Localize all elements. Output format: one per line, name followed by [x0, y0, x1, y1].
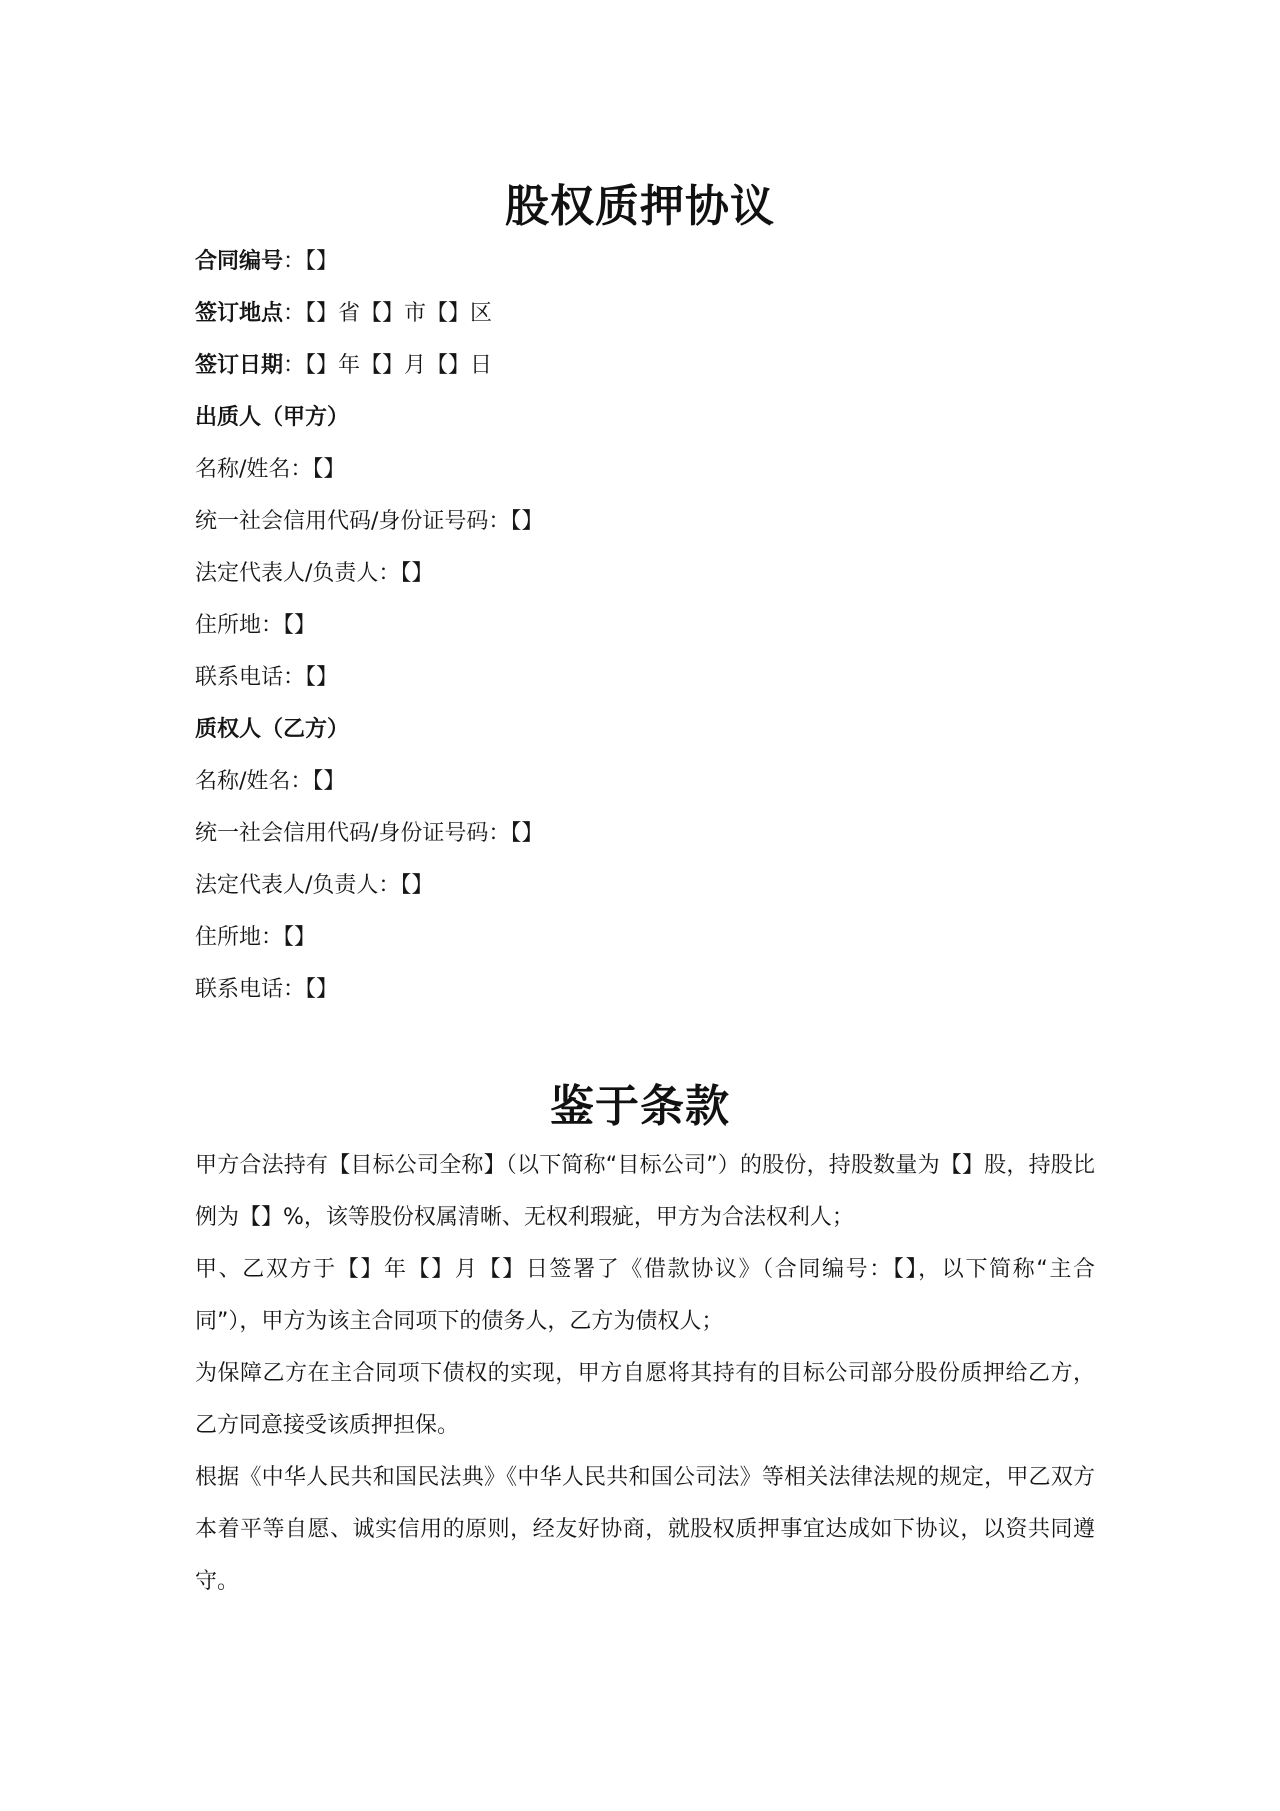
field-label: 法定代表人/负责人：	[195, 561, 401, 586]
field-value: 【】	[400, 561, 434, 586]
field-value: 【】	[283, 613, 317, 638]
pledgor-phone-field	[195, 663, 338, 693]
field-value: 【】	[510, 821, 544, 846]
field-value: 【】	[305, 665, 339, 690]
pledgee-heading: 质权人（乙方）	[195, 717, 350, 742]
pledgor-name-field	[195, 455, 345, 485]
field-label: 签订地点	[195, 301, 284, 326]
recital-paragraph: 根据《中华人民共和国民法典》《中华人民共和国公司法》等相关法律法规的规定，甲乙双方本着平等自愿、诚实信用的原则，经友好协商，就股权质押事宜达成如下协议，以资共同遵守。	[195, 1465, 1095, 1594]
pledgor-id-field	[195, 507, 543, 537]
pledgor-heading: 出质人（甲方）	[195, 405, 350, 430]
pledgee-name-field	[195, 767, 345, 797]
field-label: 名称/姓名：	[195, 457, 313, 482]
field-label: 联系电话：	[195, 977, 306, 1002]
signing-place-field	[195, 299, 492, 329]
signing-date-field	[195, 351, 492, 381]
field-value: 【】	[312, 769, 346, 794]
document-title: 股权质押协议	[505, 181, 775, 232]
pledgee-phone-field	[195, 975, 338, 1005]
field-separator: ：	[283, 249, 306, 274]
field-label: 统一社会信用代码/身份证号码：	[195, 509, 511, 534]
field-value: 【】省【】市【】区	[305, 301, 493, 326]
field-label: 住所地：	[195, 925, 284, 950]
field-label: 法定代表人/负责人：	[195, 873, 401, 898]
field-value: 【】	[305, 977, 339, 1002]
field-value: 【】	[312, 457, 346, 482]
field-separator: ：	[283, 353, 306, 378]
recitals-heading: 鉴于条款	[550, 1081, 730, 1132]
recital-paragraph: 甲方合法持有【目标公司全称】（以下简称“目标公司”）的股份，持股数量为【】股，持股比例为【】%，该等股份权属清晰、无权利瑕疵，甲方为合法权利人；	[195, 1153, 1095, 1230]
recitals-body	[195, 1140, 1095, 1608]
field-separator: ：	[283, 301, 306, 326]
contract-number-field	[195, 247, 338, 277]
field-label: 住所地：	[195, 613, 284, 638]
pledgor-address-field	[195, 611, 316, 641]
field-value: 【】	[510, 509, 544, 534]
field-value: 【】	[283, 925, 317, 950]
pledgee-address-field	[195, 923, 316, 953]
field-label: 统一社会信用代码/身份证号码：	[195, 821, 511, 846]
recital-paragraph: 为保障乙方在主合同项下债权的实现，甲方自愿将其持有的目标公司部分股份质押给乙方，乙方同意接受该质押担保。	[195, 1361, 1095, 1438]
field-label: 合同编号	[195, 249, 284, 274]
pledgee-representative-field	[195, 871, 433, 901]
field-value: 【】	[305, 249, 339, 274]
pledgor-representative-field	[195, 559, 433, 589]
recital-paragraph: 甲、乙双方于【】年【】月【】日签署了《借款协议》（合同编号：【】，以下简称“主合同”），甲方为该主合同项下的债务人，乙方为债权人；	[195, 1257, 1095, 1334]
field-value: 【】年【】月【】日	[305, 353, 493, 378]
pledgee-id-field	[195, 819, 543, 849]
field-label: 签订日期	[195, 353, 284, 378]
field-label: 名称/姓名：	[195, 769, 313, 794]
field-label: 联系电话：	[195, 665, 306, 690]
field-value: 【】	[400, 873, 434, 898]
